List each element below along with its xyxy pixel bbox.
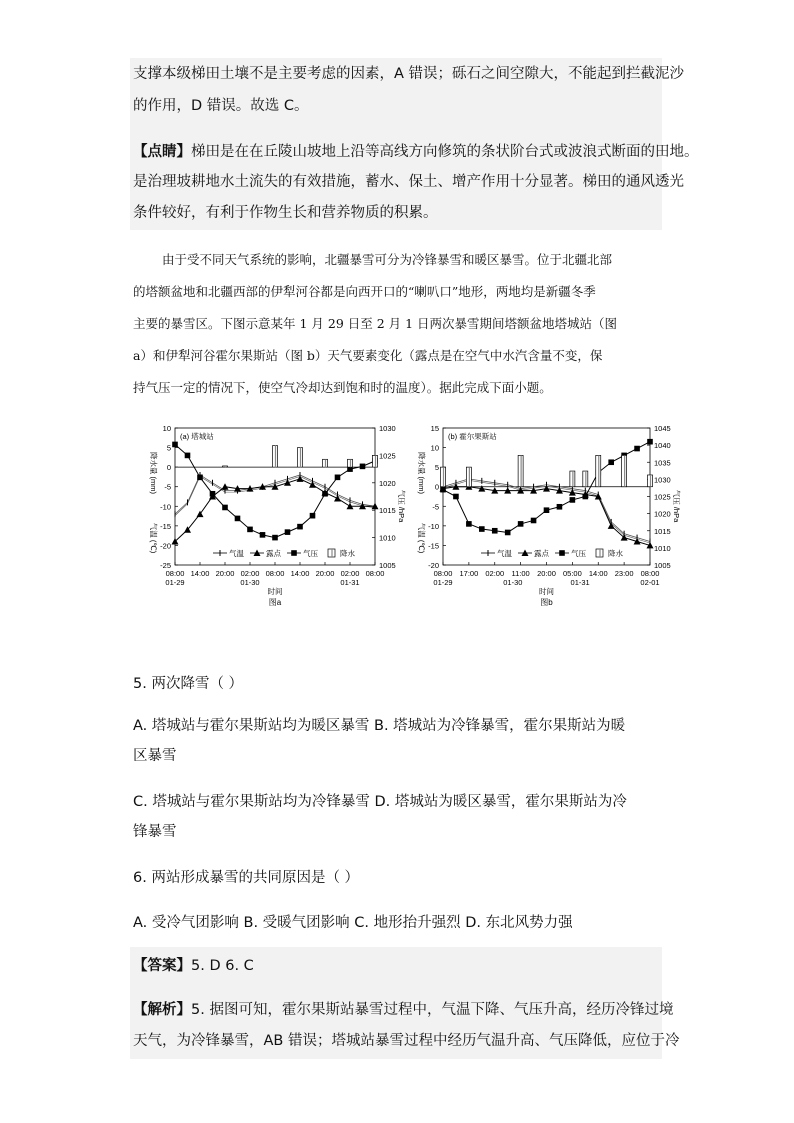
chart-a-date-label: 01-30 — [240, 578, 260, 587]
chart-b-right-tick-label: 1020 — [654, 509, 671, 519]
chart-a-x-tick-label: 08:00 — [365, 569, 385, 578]
chart-b-x-tick-label: 23:00 — [614, 569, 634, 578]
chart-a-point-气压 — [297, 524, 303, 530]
chart-b-legend-label: 降水 — [608, 549, 623, 558]
q6-stem: 6. 两站形成暴雪的共同原因是（ ） — [133, 870, 360, 886]
chart-a-point-气压 — [360, 464, 366, 470]
chart-a-figure-caption: 图a — [268, 598, 282, 607]
analysis-label: 【解析】 — [133, 1002, 191, 1018]
chart-a-point-气压 — [210, 491, 216, 497]
chart-b-line-露点 — [443, 487, 650, 546]
answer-line — [133, 956, 254, 976]
chart-a-x-tick-label: 08:00 — [265, 569, 285, 578]
chart-a-left-title-top: 降水量 (mm) — [149, 451, 158, 495]
chart-a-right-tick-label: 1020 — [379, 478, 396, 488]
chart-b-left-title-bottom: 气温 (℃) — [417, 522, 426, 554]
chart-a-x-title: 时间 — [267, 587, 283, 596]
passage-line-2: 的塔额盆地和北疆西部的伊犁河谷都是向西开口的“喇叭口”地形，两地均是新疆冬季 — [133, 284, 596, 299]
analysis-tail-line-2: 的作用，D 错误。故选 C。 — [133, 98, 309, 114]
chart-a-point-气压 — [172, 442, 178, 448]
chart-a-point-露点 — [197, 511, 204, 517]
chart-b-right-tick-label: 1005 — [654, 561, 671, 570]
chart-a-legend-label: 气压 — [303, 549, 318, 558]
chart-a-point-气压 — [285, 529, 291, 535]
passage-line-4: a）和伊犁河谷霍尔果斯站（图 b）天气要素变化（露点是在空气中水汽含量不变，保 — [133, 348, 603, 363]
chart-b-x-tick-label: 20:00 — [537, 569, 556, 578]
chart-b-legend-label: 气温 — [497, 549, 512, 558]
chart-a-point-气压 — [322, 491, 328, 497]
chart-a-left-tick-label: -5 — [164, 482, 171, 492]
chart-b-x-tick-label: 08:00 — [433, 569, 453, 578]
chart-b-point-气压 — [531, 518, 537, 524]
chart-b-left-title-top: 降水量 (mm) — [417, 451, 426, 495]
chart-a-left-tick-label: 0 — [166, 463, 171, 473]
chart-a-point-气压 — [247, 527, 253, 533]
tip-label: 【点睛】 — [133, 144, 191, 160]
chart-b-left-tick-label: 10 — [430, 443, 439, 453]
chart-b-point-气压 — [634, 446, 640, 452]
weather-figures — [0, 410, 794, 630]
tip-line-1 — [133, 142, 699, 162]
q5-options-ab-2: 区暴雪 — [133, 748, 177, 764]
chart-b-date-label: 01-29 — [433, 578, 453, 587]
chart-a-point-气压 — [260, 532, 266, 538]
tip-line-3: 条件较好，有利于作物生长和营养物质的积累。 — [133, 205, 438, 221]
chart-b-x-tick-label: 17:00 — [459, 569, 479, 578]
chart-a-right-title: 气压 /hPa — [397, 489, 406, 523]
chart-b-x-tick-label: 14:00 — [588, 569, 608, 578]
q5-options-cd-1: C. 塔城站与霍尔果斯站均为冷锋暴雪 D. 塔城站为暖区暴雪，霍尔果斯站为冷 — [133, 794, 627, 810]
chart-b-point-气压 — [479, 526, 485, 532]
chart-b-right-tick-label: 1040 — [654, 441, 671, 451]
chart-a-point-露点 — [222, 483, 229, 490]
chart-b-legend-marker — [559, 550, 565, 556]
chart-b-date-label: 01-30 — [503, 578, 523, 587]
analysis-line-1 — [133, 1000, 673, 1020]
chart-a-x-tick-label: 20:00 — [215, 569, 235, 578]
chart-a-right-tick-label: 1030 — [379, 424, 396, 433]
chart-b-right-tick-label: 1035 — [654, 458, 671, 468]
passage-line-5: 持气压一定的情况下，使空气冷却达到饱和时的温度）。据此完成下面小题。 — [133, 380, 552, 395]
chart-a-left-tick-label: 10 — [162, 424, 171, 433]
chart-b-left-tick-label: -20 — [428, 561, 439, 570]
chart-a-legend-marker — [291, 550, 297, 556]
chart-b-date-label: 01-31 — [570, 578, 590, 587]
passage-line-3: 主要的暴雪区。下图示意某年 1 月 29 日至 2 月 1 日两次暴雪期间塔额盆地塔城站（图 — [133, 316, 618, 331]
chart-b-panel-label: (b) 霍尔果斯站 — [448, 432, 497, 441]
chart-a-date-label: 01-29 — [165, 578, 185, 587]
analysis-tail-line-1: 支撑本级梯田土壤不是主要考虑的因素，A 错误；砾石之间空隙大，不能起到拦截泥沙 — [133, 66, 685, 82]
chart-b-point-气压 — [453, 494, 459, 500]
q5-options-ab-1: A. 塔城站与霍尔果斯站均为暖区暴雪 B. 塔城站为冷锋暴雪，霍尔果斯站为暖 — [133, 718, 626, 734]
chart-b-frame — [443, 428, 650, 565]
chart-a-x-tick-label: 14:00 — [290, 569, 310, 578]
chart-b-right-tick-label: 1045 — [654, 424, 671, 433]
chart-a-point-气压 — [235, 516, 241, 522]
chart-a-left-title-bottom: 气温 (℃) — [149, 522, 158, 554]
chart-a-legend-label: 气温 — [229, 549, 244, 558]
chart-b-x-tick-label: 11:00 — [511, 569, 530, 578]
chart-b-point-气压 — [647, 439, 653, 445]
analysis-line-2: 天气，为冷锋暴雪，AB 错误；塔城站暴雪过程中经历气温升高、气压降低，应位于冷 — [133, 1033, 680, 1049]
chart-a-left-tick-label: -20 — [160, 541, 171, 551]
chart-b-point-气压 — [466, 521, 472, 527]
chart-a-x-tick-label: 02:00 — [240, 569, 260, 578]
chart-b-point-气压 — [557, 504, 563, 510]
chart-b-right-tick-label: 1015 — [654, 526, 671, 536]
chart-b-point-气压 — [583, 494, 589, 500]
chart-b-left-tick-label: 15 — [430, 424, 439, 433]
q5-stem: 5. 两次降雪（ ） — [133, 676, 244, 692]
chart-a-x-tick-label: 08:00 — [165, 569, 185, 578]
chart-b-x-tick-label: 08:00 — [640, 569, 660, 578]
chart-a-date-label: 01-31 — [340, 578, 360, 587]
chart-a-right-tick-label: 1005 — [379, 561, 396, 570]
chart-b-left-tick-label: -10 — [428, 521, 439, 531]
chart-a-panel-label: (a) 塔城站 — [180, 432, 214, 441]
chart-b-left-tick-label: 5 — [434, 463, 439, 473]
chart-a-right-tick-label: 1025 — [379, 451, 396, 461]
chart-b-point-露点 — [543, 485, 550, 492]
chart-b-point-气压 — [570, 497, 576, 503]
analysis-text-1: 5. 据图可知，霍尔果斯站暴雪过程中，气温下降、气压升高，经历冷锋过境 — [191, 1002, 674, 1018]
chart-a-legend-label: 降水 — [340, 549, 355, 558]
chart-b-left-tick-label: 0 — [434, 482, 439, 492]
chart-b-point-气压 — [505, 530, 511, 536]
chart-b-point-气压 — [544, 507, 550, 513]
chart-a-left-tick-label: -15 — [160, 521, 171, 531]
chart-a-point-气压 — [272, 535, 278, 541]
chart-a-point-气压 — [197, 475, 203, 481]
chart-a-right-tick-label: 1010 — [379, 533, 396, 543]
chart-a-x-tick-label: 20:00 — [315, 569, 335, 578]
chart-b-point-气压 — [608, 459, 614, 465]
chart-a-x-tick-label: 02:00 — [340, 569, 360, 578]
chart-b-right-tick-label: 1025 — [654, 492, 671, 502]
answer-label: 【答案】 — [133, 958, 191, 974]
chart-a-point-气压 — [185, 453, 191, 459]
chart-b-right-title: 气压 /hPa — [672, 489, 681, 523]
chart-b-legend-label: 露点 — [534, 549, 549, 558]
chart-a-left-tick-label: -10 — [160, 502, 171, 512]
chart-a-x-tick-label: 14:00 — [190, 569, 210, 578]
chart-b-x-title: 时间 — [539, 587, 554, 596]
chart-a-point-气压 — [222, 505, 228, 511]
chart-b-left-tick-label: -5 — [432, 502, 439, 512]
chart-b-x-tick-label: 02:00 — [485, 569, 505, 578]
chart-b-figure-caption: 图b — [540, 598, 553, 607]
chart-b-left-tick-label: -15 — [428, 541, 439, 551]
q6-options: A. 受冷气团影响 B. 受暖气团影响 C. 地形抬升强烈 D. 东北风势力强 — [133, 915, 573, 931]
chart-b-right-tick-label: 1030 — [654, 475, 671, 485]
chart-b-right-tick-label: 1010 — [654, 543, 671, 553]
passage-line-1: 由于受不同天气系统的影响，北疆暴雪可分为冷锋暴雪和暖区暴雪。位于北疆北部 — [162, 252, 613, 267]
chart-b-point-气压 — [518, 521, 524, 527]
tip-text-1: 梯田是在在丘陵山坡地上沿等高线方向修筑的条状阶台式或波浪式断面的田地。 — [191, 144, 699, 160]
chart-a-left-tick-label: 5 — [166, 443, 171, 453]
tip-line-2: 是治理坡耕地水土流失的有效措施，蓄水、保土、增产作用十分显著。梯田的通风透光 — [133, 174, 684, 190]
chart-a-legend-label: 露点 — [266, 549, 281, 558]
chart-a-right-tick-label: 1015 — [379, 506, 396, 516]
chart-b-legend-label: 气压 — [571, 549, 586, 558]
q5-options-cd-2: 锋暴雪 — [133, 824, 177, 840]
chart-a-point-气压 — [310, 513, 316, 519]
chart-b-x-tick-label: 05:00 — [562, 569, 582, 578]
chart-b-point-气压 — [440, 487, 446, 493]
chart-b-date-label: 02-01 — [640, 578, 660, 587]
chart-b-point-气压 — [492, 528, 498, 534]
answer-text: 5. D 6. C — [191, 958, 254, 974]
chart-a-point-气压 — [335, 475, 341, 481]
chart-a-left-tick-label: -25 — [160, 561, 171, 570]
